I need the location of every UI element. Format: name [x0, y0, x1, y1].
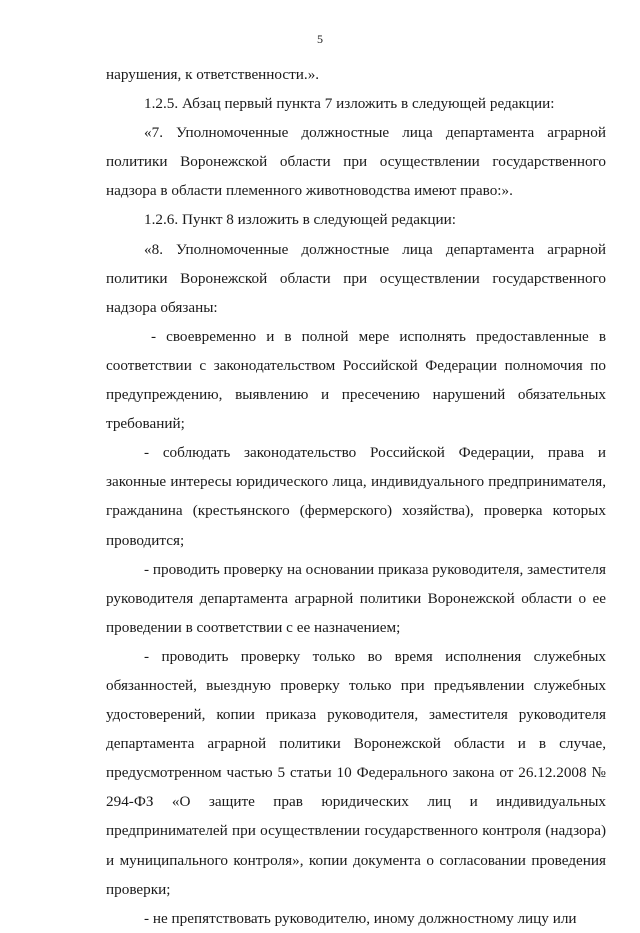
paragraph-6: - своевременно и в полной мере исполнять предоставленные в соответствии с законодательством Российской Федерации полномочия по предупреждению, выявлению и пресечению нарушений обязательных требований;	[106, 327, 606, 433]
paragraph-9: - проводить проверку только во время исполнения служебных обязанностей, выездную проверку только при предъявлении служебных удостоверений, копии приказа руководителя, заместителя руководителя департамента аграрной политики Воронежской области и в случае, предусмотренном частью 5 статьи 10 Федерального закона от 26.12.2008 № 294-ФЗ «О защите прав юридических лиц и индивидуальных предпринимателей при осуществлении государственного контроля (надзора) и муниципального контроля», копии документа о согласовании проведения проверки;	[106, 647, 606, 898]
paragraph-10: - не препятствовать руководителю, иному должностному лицу или	[144, 909, 577, 927]
page-number: 5	[317, 32, 323, 46]
paragraph-5: «8. Уполномоченные должностные лица департамента аграрной политики Воронежской области при осуществлении государственного надзора обязаны:	[106, 240, 606, 316]
document-body	[106, 60, 606, 933]
paragraph-3: «7. Уполномоченные должностные лица департамента аграрной политики Воронежской области при осуществлении государственного надзора в области племенного животноводства имеют право:».	[106, 124, 606, 200]
paragraph-8: - проводить проверку на основании приказа руководителя, заместителя руководителя департамента аграрной политики Воронежской области о ее проведении в соответствии с ее назначением;	[106, 560, 606, 636]
paragraph-2: 1.2.5. Абзац первый пункта 7 изложить в следующей редакции:	[144, 95, 555, 113]
paragraph-4: 1.2.6. Пункт 8 изложить в следующей редакции:	[144, 211, 457, 229]
paragraph-7: - соблюдать законодательство Российской Федерации, права и законные интересы юридического лица, индивидуального предпринимателя, гражданина (крестьянского (фермерского) хозяйства), проверка которых проводится;	[106, 444, 606, 549]
paragraph-1: нарушения, к ответственности.».	[106, 66, 320, 83]
